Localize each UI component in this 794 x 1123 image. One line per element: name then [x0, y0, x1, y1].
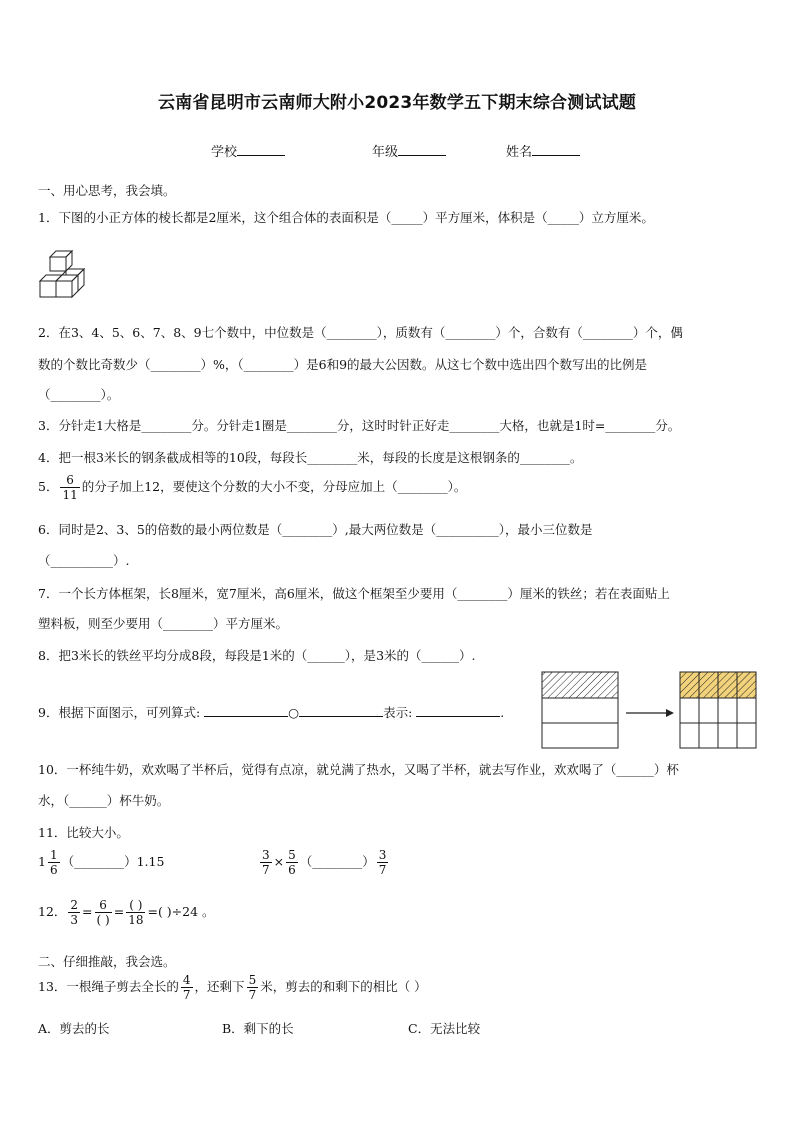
fraction-2-3: $\frac{2}{3}$ [70, 898, 79, 927]
question-6-line-1: 6．同时是2、3、5的倍数的最小两位数是（________）,最大两位数是（__________），最小三位数是 [38, 522, 593, 537]
name-field [506, 141, 580, 160]
question-11-heading: 11．比较大小。 [38, 825, 129, 840]
question-12: 12． $\frac{2}{3}$ = $\frac{6}{( )}$ = $\frac{( )}{18}$ =( )÷24 。 [38, 898, 215, 927]
fraction-3-7: $\frac{3}{7}$ [262, 848, 270, 877]
question-4: 4．把一根3米长的钢条截成相等的10段，每段长________米，每段的长度是这根钢条的________。 [38, 450, 583, 465]
fraction-diagram [540, 670, 760, 752]
question-7-line-1: 7．一个长方体框架，长8厘米，宽7厘米，高6厘米，做这个框架至少要用（________）厘米的铁丝；若在表面贴上 [38, 586, 670, 601]
grade-label: 年级 [372, 145, 399, 160]
fraction-4-7: $\frac{4}{7}$ [182, 973, 191, 1002]
fraction-blank-18: $\frac{( )}{18}$ [128, 898, 144, 927]
question-11-right: $\frac{3}{7}$ × $\frac{5}{6}$ （________） $\frac{3}{7}$ [262, 848, 387, 877]
question-3: 3．分针走1大格是________分。分针走1圈是________分，这时时针正好走________大格，也就是1时=________分。 [38, 418, 681, 433]
section-2-heading: 二、仔细推敲，我会选。 [38, 954, 176, 969]
left-rectangle [542, 672, 618, 748]
option-c[interactable]: C．无法比较 [408, 1021, 481, 1036]
fraction-1-6: $\frac{1}{6}$ [49, 848, 58, 877]
fraction-6-blank: $\frac{6}{( )}$ [96, 898, 110, 927]
question-2-line-1: 2．在3、4、5、6、7、8、9七个数中，中位数是（________），质数有（________）个，合数有（________）个，偶 [38, 325, 683, 340]
name-label: 姓名 [506, 145, 533, 160]
right-grid [680, 672, 756, 748]
question-2-line-3: （________）。 [38, 387, 120, 402]
question-7-line-2: 塑料板，则至少要用（________）平方厘米。 [38, 616, 289, 631]
question-10-line-1: 10．一杯纯牛奶，欢欢喝了半杯后，觉得有点凉，就兑满了热水，又喝了半杯，就去写作业，欢欢喝了（______）杯 [38, 762, 679, 777]
fraction-5-6: $\frac{5}{6}$ [288, 848, 296, 877]
fraction-5-7: $\frac{5}{7}$ [248, 973, 257, 1002]
question-13: 13．一根绳子剪去全长的 $\frac{4}{7}$ ，还剩下 $\frac{5}{7}$ 米，剪去的和剩下的相比（ ） [38, 973, 427, 1002]
option-a[interactable]: A．剪去的长 [38, 1021, 110, 1036]
option-b[interactable]: B．剩下的长 [222, 1021, 294, 1036]
school-field [211, 141, 285, 160]
question-9: 9．根据下面图示，可列算式: ○ 表示: . [38, 705, 505, 720]
school-label: 学校 [211, 145, 238, 160]
fraction-3-7-b: $\frac{3}{7}$ [378, 848, 387, 877]
arrow-icon [626, 709, 674, 717]
section-1-heading: 一、用心思考，我会填。 [38, 183, 176, 198]
question-6-line-2: （__________）. [38, 553, 130, 568]
question-2-line-2: 数的个数比奇数少（________）%，（________）是6和9的最大公因数。从这七个数中选出四个数写出的比例是 [38, 357, 648, 372]
grade-field [372, 141, 446, 160]
cube-figure [38, 243, 94, 301]
question-8: 8．把3米长的铁丝平均分成8段，每段是1米的（______），是3米的（______）. [38, 648, 476, 663]
question-5: 5． $\frac{6}{11}$ 的分子加上12，要使这个分数的大小不变，分母应加上（________）。 [38, 473, 467, 502]
question-11-left: 1 $\frac{1}{6}$ （________）1.15 [38, 848, 165, 877]
question-1: 1．下图的小正方体的棱长都是2厘米，这个组合体的表面积是（_____）平方厘米，体积是（_____）立方厘米。 [38, 210, 654, 225]
fraction-6-11: $\frac{6}{11}$ [62, 473, 78, 502]
page-title: 云南省昆明市云南师大附小2023年数学五下期末综合测试试题 [157, 93, 637, 113]
question-10-line-2: 水，（______）杯牛奶。 [38, 793, 170, 808]
